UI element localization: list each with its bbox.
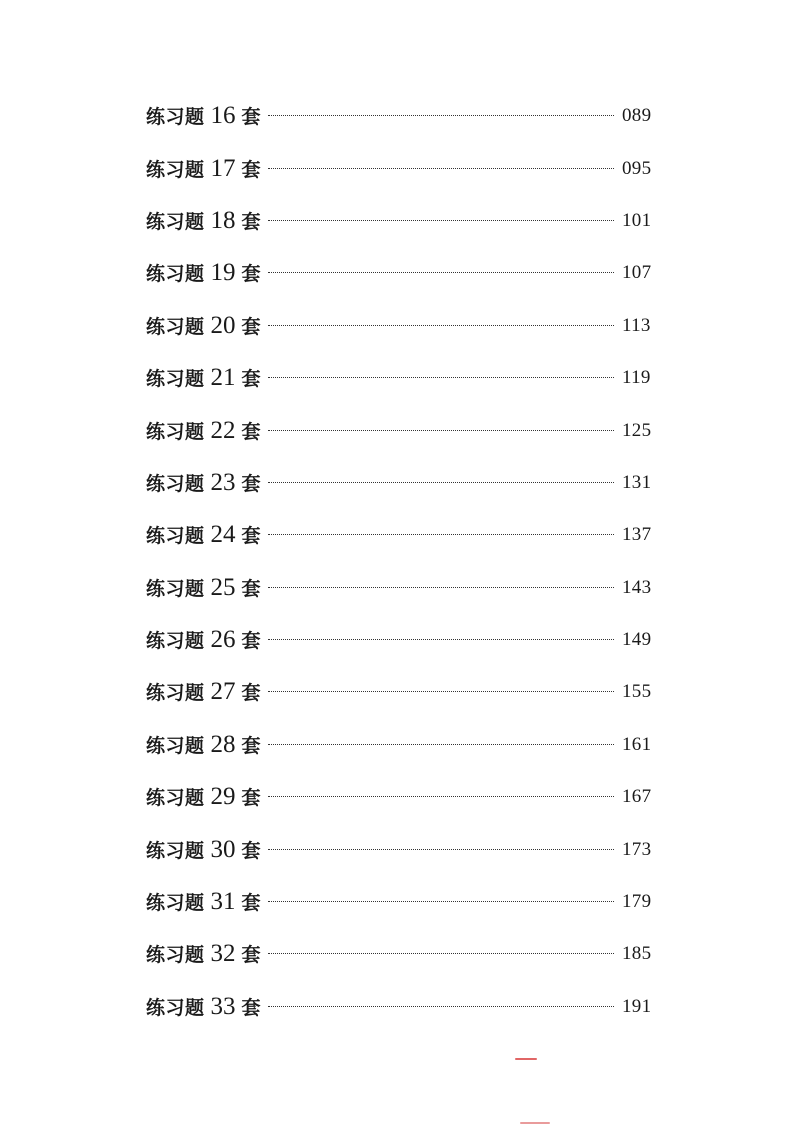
- toc-entry-suffix: 套: [241, 263, 261, 286]
- dot-leader: [268, 534, 614, 535]
- toc-entry-page-number: 095: [622, 157, 652, 179]
- toc-entry-page-number: 161: [622, 733, 652, 755]
- toc-entry-prefix: 练习题: [146, 368, 205, 391]
- dot-leader: [268, 482, 614, 483]
- toc-entry[interactable]: [0, 823, 800, 875]
- toc-entry-prefix: 练习题: [146, 944, 205, 967]
- toc-entry-title: [146, 836, 261, 864]
- toc-entry-prefix: 练习题: [146, 210, 205, 233]
- toc-entry-title: [146, 626, 261, 654]
- toc-entry-page-number: 185: [622, 943, 652, 965]
- toc-entry-suffix: 套: [241, 787, 261, 810]
- toc-entry[interactable]: [0, 195, 800, 247]
- table-of-contents: [0, 90, 800, 1033]
- toc-entry-page-number: 119: [622, 367, 651, 389]
- toc-entry-title: [146, 940, 261, 968]
- red-ink-mark: [520, 1122, 550, 1124]
- toc-entry-title: [146, 731, 261, 759]
- dot-leader: [268, 1006, 614, 1007]
- toc-entry[interactable]: [0, 719, 800, 771]
- toc-entry[interactable]: [0, 247, 800, 299]
- toc-entry[interactable]: [0, 771, 800, 823]
- toc-entry-suffix: 套: [241, 734, 261, 757]
- toc-entry-number: 28: [210, 730, 236, 758]
- toc-entry-suffix: 套: [241, 577, 261, 600]
- toc-entry-prefix: 练习题: [146, 892, 205, 915]
- toc-entry-page-number: 131: [622, 471, 652, 493]
- toc-entry-page-number: 107: [622, 262, 652, 284]
- toc-entry-prefix: 练习题: [146, 525, 205, 548]
- toc-entry-prefix: 练习题: [146, 630, 205, 653]
- toc-entry[interactable]: [0, 928, 800, 980]
- toc-entry[interactable]: [0, 614, 800, 666]
- toc-entry-page-number: 125: [622, 419, 652, 441]
- toc-entry-number: 22: [210, 416, 236, 444]
- toc-entry-number: 31: [210, 888, 236, 916]
- toc-entry-prefix: 练习题: [146, 839, 205, 862]
- dot-leader: [268, 430, 614, 431]
- toc-entry-number: 17: [210, 154, 236, 182]
- toc-entry-title: [146, 678, 261, 706]
- dot-leader: [268, 744, 614, 745]
- toc-entry-suffix: 套: [241, 839, 261, 862]
- toc-entry-title: [146, 574, 261, 602]
- toc-entry-title: [146, 888, 261, 916]
- toc-entry-title: [146, 312, 261, 340]
- toc-entry[interactable]: [0, 300, 800, 352]
- toc-entry-number: 20: [210, 311, 236, 339]
- toc-entry[interactable]: [0, 562, 800, 614]
- toc-entry-title: [146, 207, 261, 235]
- toc-entry-page-number: 179: [622, 891, 652, 913]
- toc-entry[interactable]: [0, 352, 800, 404]
- toc-entry-prefix: 练习题: [146, 315, 205, 338]
- toc-entry-prefix: 练习题: [146, 996, 205, 1019]
- toc-entry-prefix: 练习题: [146, 472, 205, 495]
- toc-entry-prefix: 练习题: [146, 787, 205, 810]
- dot-leader: [268, 587, 614, 588]
- toc-entry-page-number: 173: [622, 838, 652, 860]
- toc-entry[interactable]: [0, 876, 800, 928]
- toc-entry-title: [146, 155, 261, 183]
- toc-entry-page-number: 143: [622, 576, 652, 598]
- toc-entry-prefix: 练习题: [146, 577, 205, 600]
- toc-entry[interactable]: [0, 666, 800, 718]
- toc-entry-number: 33: [210, 992, 236, 1020]
- dot-leader: [268, 220, 614, 221]
- toc-entry-suffix: 套: [241, 892, 261, 915]
- toc-entry-number: 18: [210, 206, 236, 234]
- toc-entry-number: 16: [210, 102, 236, 130]
- toc-entry-suffix: 套: [241, 106, 261, 129]
- toc-entry-prefix: 练习题: [146, 158, 205, 181]
- toc-entry-number: 19: [210, 259, 236, 287]
- toc-entry-suffix: 套: [241, 472, 261, 495]
- toc-entry-page-number: 101: [622, 209, 652, 231]
- toc-entry-number: 21: [210, 364, 236, 392]
- toc-entry[interactable]: [0, 142, 800, 194]
- toc-entry-suffix: 套: [241, 158, 261, 181]
- toc-entry-prefix: 练习题: [146, 682, 205, 705]
- toc-entry-number: 26: [210, 626, 236, 654]
- toc-entry-suffix: 套: [241, 315, 261, 338]
- toc-entry-page-number: 191: [622, 995, 652, 1017]
- dot-leader: [268, 168, 614, 169]
- dot-leader: [268, 691, 614, 692]
- toc-entry-title: [146, 783, 261, 811]
- toc-entry-prefix: 练习题: [146, 263, 205, 286]
- dot-leader: [268, 849, 614, 850]
- dot-leader: [268, 901, 614, 902]
- toc-entry-suffix: 套: [241, 420, 261, 443]
- toc-entry-number: 25: [210, 573, 236, 601]
- toc-entry-page-number: 113: [622, 314, 651, 336]
- dot-leader: [268, 953, 614, 954]
- toc-entry-suffix: 套: [241, 682, 261, 705]
- toc-entry-title: [146, 364, 261, 392]
- dot-leader: [268, 639, 614, 640]
- toc-entry-number: 23: [210, 468, 236, 496]
- toc-entry[interactable]: [0, 981, 800, 1033]
- toc-entry-prefix: 练习题: [146, 734, 205, 757]
- dot-leader: [268, 272, 614, 273]
- dot-leader: [268, 325, 614, 326]
- toc-entry-number: 29: [210, 783, 236, 811]
- toc-entry-prefix: 练习题: [146, 420, 205, 443]
- toc-entry-title: [146, 259, 261, 287]
- toc-entry[interactable]: [0, 509, 800, 561]
- toc-entry[interactable]: [0, 404, 800, 456]
- toc-entry-number: 24: [210, 521, 236, 549]
- toc-entry-page-number: 149: [622, 629, 652, 651]
- toc-entry-number: 27: [210, 678, 236, 706]
- toc-entry[interactable]: [0, 90, 800, 142]
- toc-entry-page-number: 137: [622, 524, 652, 546]
- toc-entry-title: [146, 521, 261, 549]
- toc-entry[interactable]: [0, 457, 800, 509]
- toc-entry-title: [146, 102, 261, 130]
- dot-leader: [268, 377, 614, 378]
- toc-entry-suffix: 套: [241, 630, 261, 653]
- toc-entry-number: 30: [210, 835, 236, 863]
- toc-entry-suffix: 套: [241, 368, 261, 391]
- toc-entry-title: [146, 469, 261, 497]
- toc-entry-suffix: 套: [241, 525, 261, 548]
- dot-leader: [268, 115, 614, 116]
- toc-entry-suffix: 套: [241, 996, 261, 1019]
- toc-entry-number: 32: [210, 940, 236, 968]
- toc-entry-suffix: 套: [241, 210, 261, 233]
- toc-entry-prefix: 练习题: [146, 106, 205, 129]
- toc-entry-page-number: 089: [622, 105, 652, 127]
- toc-entry-page-number: 167: [622, 786, 652, 808]
- toc-entry-title: [146, 993, 261, 1021]
- red-ink-mark: [515, 1058, 537, 1060]
- toc-entry-suffix: 套: [241, 944, 261, 967]
- toc-entry-page-number: 155: [622, 681, 652, 703]
- dot-leader: [268, 796, 614, 797]
- toc-entry-title: [146, 417, 261, 445]
